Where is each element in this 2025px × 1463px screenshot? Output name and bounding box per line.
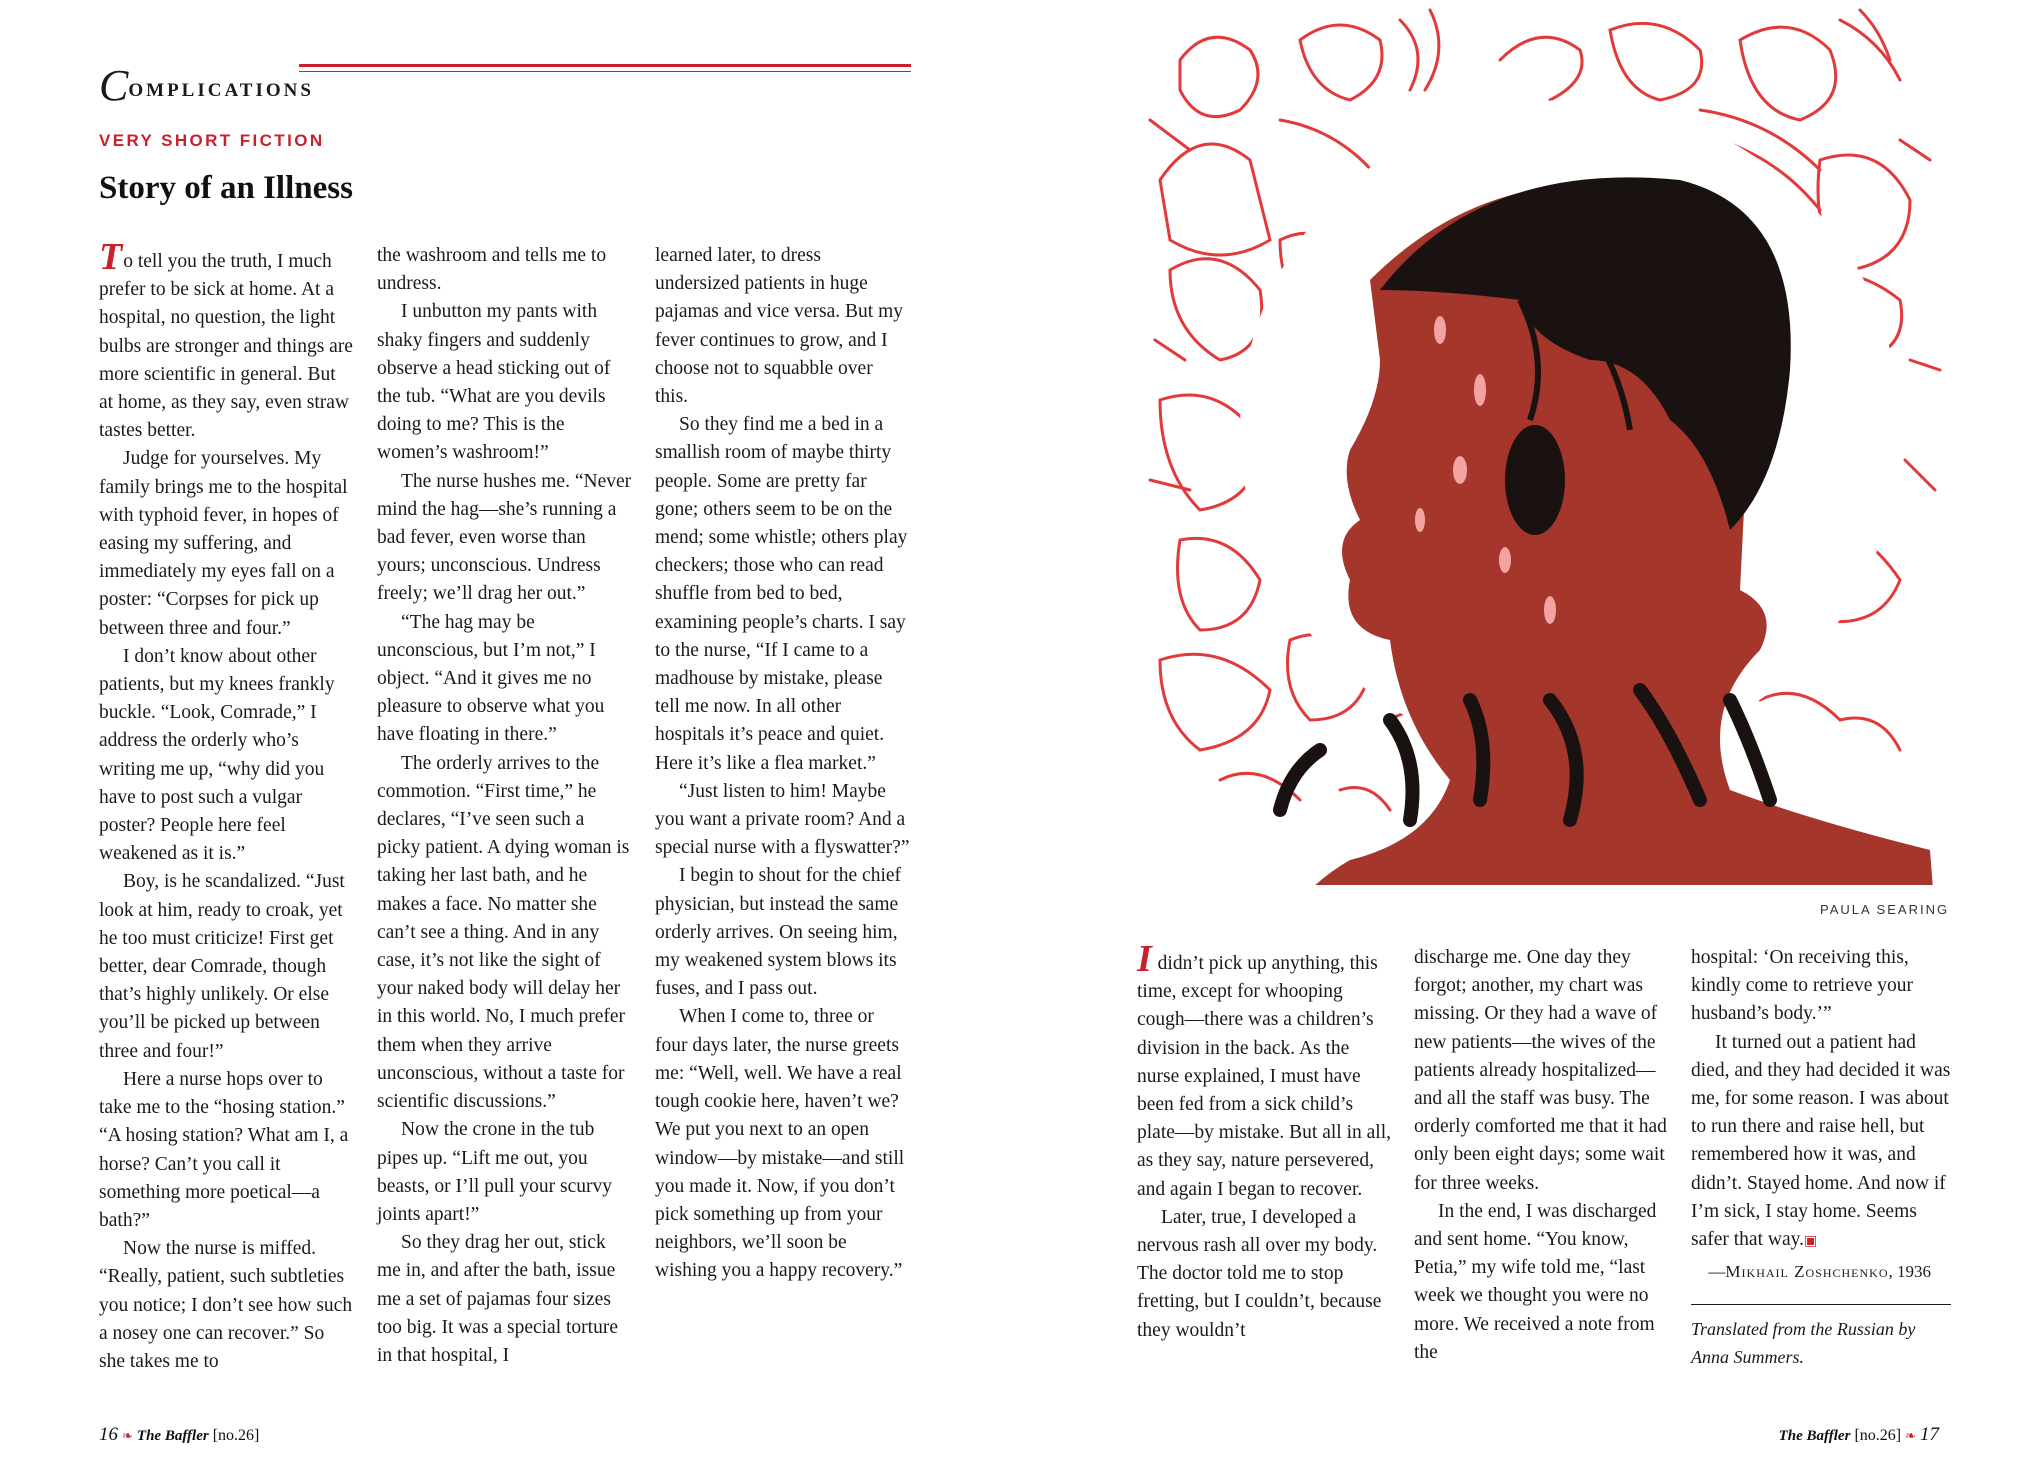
- text-column-3: [655, 242, 910, 1286]
- paragraph: It turned out a patient had died, and they had decided it was me, for some reason. I was about to run there and raise hell, but remembered how it was, and didn’t. Stayed home. And now if I’m sick, I stay home. Seems safer that way.▣: [1691, 1031, 1951, 1251]
- section-name: COMPLICATIONS: [99, 61, 314, 110]
- paragraph: the washroom and tells me to undress.: [377, 245, 607, 295]
- paragraph: To tell you the truth, I much prefer to be sick at home. At a hospital, no question, the light bulbs are stronger and things are more scientific in general. But at home, as they say, even straw tastes better.: [99, 236, 353, 442]
- paragraph: So they drag her out, stick me in, and after the bath, issue me a set of pajamas four sizes too big. It was a special torture in that hospital, I: [377, 1232, 618, 1366]
- paragraph: discharge me. One day they forgot; another, my chart was missing. Or they had a wave of new patients—the wives of the patients already hospitalized—and all the staff was busy. The orderly comforted me that it had only been eight days; some wait for three weeks.: [1414, 947, 1667, 1194]
- section-rule-thick: [299, 64, 911, 67]
- paragraph: Later, true, I developed a nervous rash all over my body. The doctor told me to stop fretting, but I couldn’t, because they wouldn’t: [1137, 1206, 1382, 1341]
- paragraph: So they find me a bed in a smallish room of maybe thirty people. Some are pretty far gone; others seem to be on the mend; some whistle; others play checkers; those who can read shuffle from bed to bed, examining people’s charts. I say to the nurse, “If I came to a madhouse by mistake, please tell me now. In all other hospitals it’s peace and quiet. Here it’s like a flea market.”: [655, 414, 908, 774]
- ornament-icon: ❧: [122, 1428, 133, 1443]
- paragraph: Judge for yourselves. My family brings me to the hospital with typhoid fever, in hopes of easing my suffering, and immediately my eyes fall on a poster: “Corpses for pick up between three and four.”: [99, 448, 348, 639]
- text-column-5: [1414, 944, 1669, 1367]
- text-column-4: [1137, 938, 1392, 1345]
- paragraph: hospital: ‘On receiving this, kindly come to retrieve your husband’s body.’”: [1691, 947, 1914, 1025]
- paragraph: Boy, is he scandalized. “Just look at him, ready to croak, yet he too must criticize! First get better, dear Comrade, though that’s highly unlikely. Or else you’ll be picked up between three and four!”: [99, 871, 345, 1062]
- section-header: [99, 61, 911, 110]
- portrait-head: [1240, 100, 1940, 885]
- paragraph: The orderly arrives to the commotion. “First time,” he declares, “I’ve seen such a picky patient. A dying woman is taking her last bath, and he makes a face. No matter she can’t see a thing. And in any case, it’s not like the sight of your naked body will delay her in this world. No, I much prefer them when they arrive unconscious, without a taste for scientific discussions.”: [377, 752, 630, 1113]
- section-rule-thin: [299, 71, 911, 72]
- paragraph: I begin to shout for the chief physician, but instead the same orderly arrives. On seeing him, my weakened system blows its fuses, and I pass out.: [655, 865, 902, 1000]
- drop-cap: T: [99, 236, 123, 278]
- folio-left: 16 ❧ The Baffler [no.26]: [99, 1424, 260, 1445]
- paragraph: I didn’t pick up anything, this time, except for whooping cough—there was a children’s division in the back. As the nurse explained, I must have been fed from a sick child’s plate—by mistake. But all in all, as they say, nature persevered, and again I began to recover.: [1137, 938, 1391, 1200]
- paragraph: learned later, to dress undersized patients in huge pajamas and vice versa. But my fever continues to grow, and I choose not to squabble over this.: [655, 245, 904, 408]
- paragraph: “The hag may be unconscious, but I’m not,” I object. “And it gives me no pleasure to observe what you have floating in there.”: [377, 611, 605, 746]
- end-mark-icon: ▣: [1803, 1234, 1818, 1250]
- text-column-1: [99, 236, 354, 1376]
- portrait-illustration: [1140, 0, 1950, 885]
- paragraph: Here a nurse hops over to take me to the “hosing station.” “A hosing station? What am I, a horse? Can’t you call it something more poetical—a bath?”: [99, 1068, 349, 1231]
- kicker: VERY SHORT FICTION: [99, 131, 325, 150]
- paragraph: The nurse hushes me. “Never mind the hag—she’s running a bad fever, even worse than yours; unconscious. Undress freely; we’ll drag her out.”: [377, 470, 632, 605]
- paragraph: I unbutton my pants with shaky fingers and suddenly observe a head sticking out of the tub. “What are you devils doing to me? This is the women’s washroom!”: [377, 301, 611, 464]
- paragraph: When I come to, three or four days later, the nurse greets me: “Well, well. We have a real tough cookie here, haven’t we? We put you next to an open window—by mistake—and still you made it. Now, if you don’t pick something up from your neighbors, we’ll soon be wishing you a happy recovery.”: [655, 1006, 905, 1282]
- paragraph: In the end, I was discharged and sent home. “You know, Petia,” my wife told me, “last week we thought you were no more. We received a note from the: [1414, 1200, 1657, 1363]
- paragraph: Now the crone in the tub pipes up. “Lift me out, you beasts, or I’ll pull your scurvy joints apart!”: [377, 1119, 613, 1225]
- translation-credit: Translated from the Russian by Anna Summers.: [1691, 1319, 1916, 1368]
- ornament-icon: ❧: [1905, 1428, 1916, 1443]
- paragraph: I don’t know about other patients, but my knees frankly buckle. “Look, Comrade,” I address the orderly who’s writing me up, “why did you have to post such a vulgar poster? People here feel weakened as it is.”: [99, 645, 335, 865]
- illustration-credit: PAULA SEARING: [1820, 902, 1950, 917]
- drop-cap: I: [1137, 938, 1152, 980]
- text-column-6: [1691, 944, 1951, 1371]
- story-title: Story of an Illness: [99, 170, 353, 206]
- text-column-2: [377, 242, 632, 1370]
- author-byline: —Mikhail Zoshchenko, 1936: [1708, 1262, 1931, 1282]
- paragraph: Now the nurse is miffed. “Really, patient, such subtleties you notice; I don’t see how such a nosey one can recover.” So she takes me to: [99, 1238, 353, 1372]
- folio-right: The Baffler [no.26] ❧ 17: [1778, 1424, 1939, 1445]
- paragraph: “Just listen to him! Maybe you want a private room? And a special nurse with a flyswatter?”: [655, 780, 910, 859]
- divider: [1691, 1304, 1951, 1305]
